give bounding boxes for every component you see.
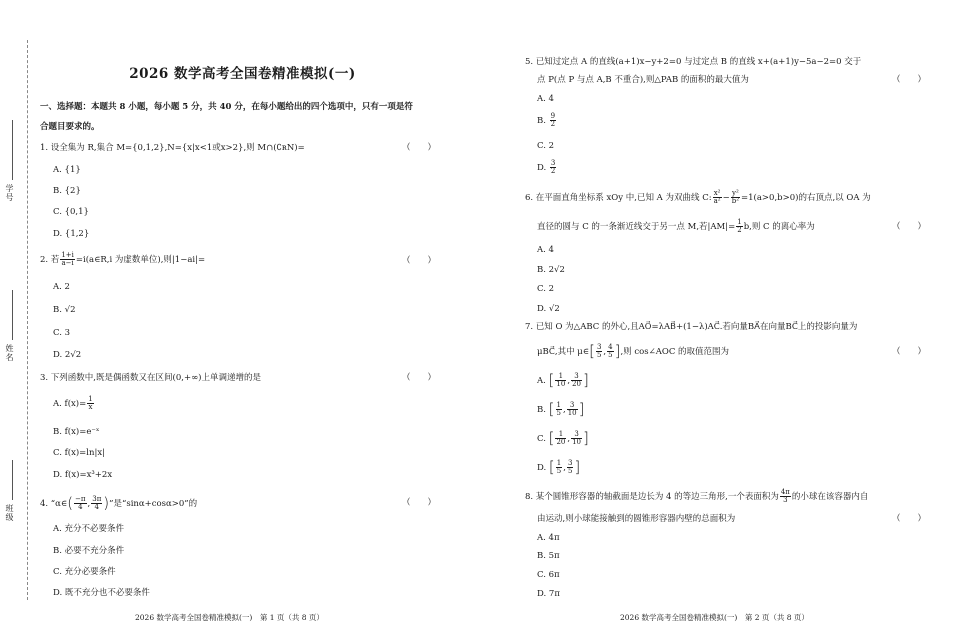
q7-c-n2: 3 (571, 431, 582, 439)
q7-a-d1: 10 (556, 379, 566, 388)
q7-d-frac1 (556, 460, 562, 475)
q4-fraction-2 (91, 496, 102, 511)
q2-option-b: B. √2 (53, 305, 76, 315)
q6-mid: − (722, 193, 730, 203)
q3-answer-paren: （ ） (402, 373, 437, 383)
page-2 (520, 0, 940, 642)
xingming-label: 姓名 (5, 344, 14, 362)
q8-den: 3 (783, 496, 788, 504)
q4-answer-paren: （ ） (402, 498, 437, 508)
q2-option-d: D. 2√2 (53, 350, 82, 360)
q6-line2-pre: 直径的圆与 C 的一条渐近线交于另一点 M,若|AM|= (537, 222, 736, 232)
q7-line2-frac1 (596, 344, 602, 359)
q8-option-d: D. 7π (537, 589, 560, 599)
q2-option-c: C. 3 (53, 328, 71, 338)
q7-option-a: A. [ $\frac{1}{10}$ , $\frac{3}{20}$ ] (537, 371, 589, 389)
q5-d-fraction (550, 160, 556, 175)
q7-d-label: D. (537, 462, 547, 473)
q8-num: 4π (780, 488, 790, 496)
q8-post: 的小球在该容器内自 (791, 492, 869, 502)
q7-line2-d2: 5 (608, 350, 613, 359)
q5-answer-paren: （ ） (892, 75, 927, 85)
q6-d1: a² (713, 197, 721, 205)
q8-pre: 8. 某个圆锥形容器的轴截面是边长为 4 的等边三角形,一个表面积为 (525, 492, 779, 502)
q7-c-rb: ] (583, 429, 589, 447)
q7-d-lb: [ (548, 458, 555, 476)
q5-stem-line2: 点 P(点 P 与点 A,B 不重合),则△PAB 的面积的最大值为 (537, 75, 749, 85)
q4-stem-pre: 4. “α∈ (40, 498, 68, 509)
q4-stem-post: ”是“sinα+cosα>0”的 (109, 498, 198, 509)
q7-c-d1: 20 (556, 437, 566, 446)
q5-option-b (537, 113, 557, 128)
q7-d-d2: 5 (567, 466, 573, 475)
q7-d-rb: ] (574, 458, 581, 476)
q7-option-b: B. [ $\frac{1}{5}$ , $\frac{3}{10}$ ] (537, 400, 585, 418)
page-1-footer: 2026 数学高考全国卷精准模拟(一) 第 1 页（共 8 页） (135, 613, 324, 622)
q4-option-b: B. 必要不充分条件 (53, 546, 125, 556)
q7-d-n1: 1 (556, 458, 562, 467)
q7-c-lb: [ (548, 429, 555, 447)
q6-line2-den: 2 (737, 226, 742, 234)
q4-stem (40, 494, 197, 513)
q7-a-d2: 20 (572, 379, 581, 388)
q8-option-c: C. 6π (537, 570, 560, 580)
q7-line2-post: ,则 cos∠AOC 的取值范围为 (620, 346, 730, 357)
q3-option-b: B. f(x)=e⁻ˣ (53, 427, 100, 437)
binding-margin (0, 0, 40, 642)
q7-c-frac1 (555, 431, 566, 446)
q8-stem-line1 (525, 489, 868, 504)
q7-a-frac1 (555, 373, 566, 388)
q5-b-fraction (550, 113, 556, 128)
q3-option-c: C. f(x)=ln|x| (53, 448, 106, 458)
q6-option-a: A. 4 (537, 245, 554, 255)
q8-answer-paren: （ ） (892, 514, 927, 524)
xingming-blank (12, 290, 13, 340)
q6-frac-x (713, 190, 722, 205)
q7-a-label: A. (537, 375, 546, 386)
q4-sep: , (87, 498, 91, 509)
q7-stem-line1: 7. 已知 O 为△ABC 的外心,且AO⃗=λAB⃗+(1−λ)AC⃗.若向量BA⃗在向量BC⃗上的投影向量为 (525, 322, 858, 332)
banji-label: 班级 (5, 504, 14, 522)
q7-a-n1: 1 (555, 373, 566, 381)
q6-line2-post: b,则 C 的离心率为 (743, 222, 815, 232)
q7-option-d: D. [ $\frac{1}{5}$ , $\frac{3}{5}$ ] (537, 458, 581, 476)
q6-n1: x² (713, 189, 721, 197)
q6-line2-num: 1 (737, 218, 742, 226)
q4-frac2-num: 3π (92, 494, 102, 503)
q1-answer-paren: （ ） (402, 143, 437, 153)
q6-frac-y (731, 190, 740, 205)
q2-stem (40, 252, 205, 267)
q7-option-c: C. [ $\frac{1}{20}$ , $\frac{3}{10}$ ] (537, 429, 589, 447)
q7-b-label: B. (537, 404, 546, 415)
q5-d-num: 3 (550, 159, 556, 167)
q3-option-a-pre: A. f(x)= (53, 399, 87, 409)
q1-option-b: B. {2} (53, 186, 81, 196)
q7-b-d1: 5 (556, 408, 561, 417)
q4-option-d: D. 既不充分也不必要条件 (53, 588, 150, 598)
q8-option-a: A. 4π (537, 533, 560, 543)
q2-frac-num: 1+i (61, 251, 74, 259)
q8-fraction (780, 489, 791, 504)
q7-a-frac2 (571, 373, 582, 388)
banji-blank (12, 460, 13, 500)
q6-stem-line1 (525, 190, 871, 205)
q1-option-c: C. {0,1} (53, 207, 89, 217)
q7-b-frac2 (567, 402, 578, 417)
section-heading-line2: 合题目要求的。 (40, 122, 100, 132)
q4-frac1-den: 4 (78, 502, 83, 511)
q6-pre: 6. 在平面直角坐标系 xOy 中,已知 A 为双曲线 C: (525, 193, 712, 203)
q7-b-d2: 10 (567, 408, 577, 417)
q7-line2-lb: [ (589, 342, 595, 360)
q7-d-d1: 5 (556, 466, 562, 475)
page-2-footer: 2026 数学高考全国卷精准模拟(一) 第 2 页（共 8 页） (620, 613, 809, 622)
q2-stem-post: =i(a∈R,i 为虚数单位),则|1−ai|= (75, 255, 206, 265)
q5-option-a: A. 4 (537, 94, 554, 104)
q3-a-num: 1 (88, 395, 93, 403)
q3-stem: 3. 下列函数中,既是偶函数又在区间(0,+∞)上单调递增的是 (40, 373, 261, 383)
exam-title: 2026 数学高考全国卷精准模拟(一) (129, 66, 356, 82)
q6-line2-fraction (736, 219, 742, 234)
xuehao-blank (12, 120, 13, 180)
q7-a-n2: 3 (571, 373, 582, 381)
q6-option-d: D. √2 (537, 304, 560, 314)
q3-option-a-fraction (87, 396, 93, 411)
q7-c-label: C. (537, 433, 546, 444)
q4-frac1-num: −π (75, 494, 86, 503)
q5-option-d (537, 160, 557, 175)
q7-stem-line2: μBC⃗,其中 μ∈[ $\frac{3}{5}$ , $\frac{4}{5}$ ],则 cos∠AOC 的取值范围为 (537, 342, 730, 360)
section-heading-line1: 一、选择题：本题共 8 小题，每小题 5 分，共 40 分，在每小题给出的四个选项中，只有一项是符 (40, 102, 413, 112)
q7-b-rb: ] (578, 400, 585, 418)
q7-d-frac2 (567, 460, 573, 475)
q6-d2: b² (731, 197, 740, 205)
q6-stem-line2 (537, 219, 815, 234)
q5-b-label: B. (537, 116, 546, 126)
q6-post: =1(a>0,b>0)的右顶点,以 OA 为 (741, 193, 871, 203)
q7-line2-frac2 (607, 344, 613, 359)
q7-line2-rb: ] (614, 342, 621, 360)
q7-d-n2: 3 (567, 458, 573, 467)
q7-b-frac1 (556, 402, 562, 417)
q1-stem: 1. 设全集为 R,集合 M={0,1,2},N={x|x<1或x>2},则 M∩(∁ʀN)= (40, 143, 305, 153)
q7-b-n2: 3 (567, 402, 578, 410)
q6-option-b: B. 2√2 (537, 265, 565, 275)
q2-option-a: A. 2 (53, 282, 70, 292)
q7-c-n1: 1 (555, 431, 566, 439)
q7-a-rb: ] (582, 371, 589, 389)
q6-answer-paren: （ ） (892, 222, 927, 232)
q5-option-c: C. 2 (537, 141, 555, 151)
q4-paren-open: ( (67, 494, 74, 512)
q5-d-den: 2 (550, 167, 556, 175)
q7-a-lb: [ (548, 371, 555, 389)
page-1 (40, 0, 445, 642)
q7-b-n1: 1 (556, 400, 561, 409)
q1-option-d: D. {1,2} (53, 229, 90, 239)
q3-a-den: x (88, 403, 93, 411)
q2-fraction (60, 252, 75, 267)
q5-b-den: 2 (550, 120, 556, 128)
q7-b-lb: [ (548, 400, 555, 418)
q4-paren-close: ) (103, 494, 110, 512)
q5-d-label: D. (537, 163, 547, 173)
q2-stem-pre: 2. 若 (40, 255, 60, 265)
q7-c-frac2 (571, 431, 582, 446)
q7-line2-pre: μBC⃗,其中 μ∈ (537, 346, 590, 357)
q5-b-num: 9 (550, 112, 556, 120)
q7-answer-paren: （ ） (892, 347, 927, 357)
q3-option-d: D. f(x)=x³+2x (53, 470, 113, 480)
q4-option-c: C. 充分必要条件 (53, 567, 116, 577)
q2-frac-den: a−i (61, 259, 74, 267)
q4-fraction-1 (74, 496, 86, 511)
q6-option-c: C. 2 (537, 284, 555, 294)
q4-frac2-den: 4 (94, 502, 99, 511)
q7-line2-d1: 5 (596, 350, 602, 359)
q7-line2-n1: 3 (596, 342, 602, 351)
xuehao-label: 学号 (5, 184, 14, 202)
q3-option-a (53, 396, 95, 411)
q5-stem-line1: 5. 已知过定点 A 的直线(a+1)x−y+2=0 与过定点 B 的直线 x+(a+1)y−5a−2=0 交于 (525, 57, 862, 67)
q4-option-a: A. 充分不必要条件 (53, 524, 125, 534)
q7-c-d2: 10 (572, 437, 582, 446)
q8-option-b: B. 5π (537, 551, 560, 561)
q8-stem-line2: 由运动,则小球能接触到的圆锥形容器内壁的总面积为 (537, 514, 736, 524)
q2-answer-paren: （ ） (402, 256, 437, 266)
q1-option-a: A. {1} (53, 165, 81, 175)
q6-n2: y² (731, 189, 739, 197)
cut-line (27, 40, 28, 600)
q7-line2-n2: 4 (608, 342, 613, 351)
